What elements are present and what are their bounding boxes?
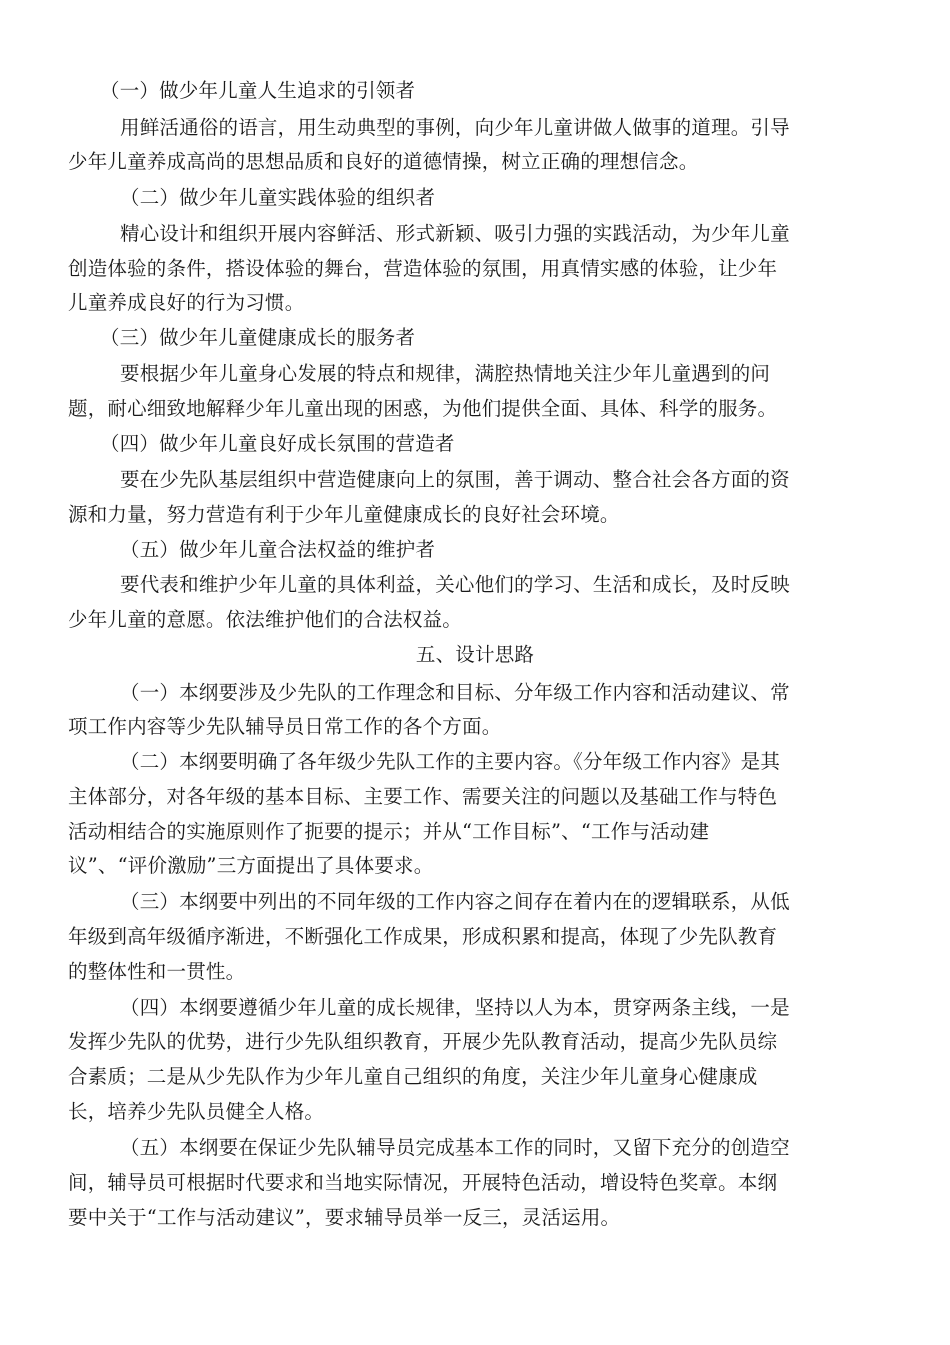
paragraph-line: 要代表和维护少年儿童的具体利益，关心他们的学习、生活和成长，及时反映 xyxy=(120,573,790,596)
paragraph-line: 少年儿童养成高尚的思想品质和良好的道德情操，树立正确的理想信念。 xyxy=(68,150,699,173)
heading-2: （二）做少年儿童实践体验的组织者 xyxy=(120,186,436,209)
paragraph-line: 合素质；二是从少先队作为少年儿童自己组织的角度，关注少年儿童身心健康成 xyxy=(68,1065,758,1088)
paragraph-line: 间，辅导员可根据时代要求和当地实际情况，开展特色活动，增设特色奖章。本纲 xyxy=(68,1171,778,1194)
paragraph-line: 用鲜活通俗的语言，用生动典型的事例，向少年儿童讲做人做事的道理。引导 xyxy=(120,116,790,139)
paragraph-line: 要中关于“工作与活动建议”，要求辅导员举一反三，灵活运用。 xyxy=(68,1206,621,1229)
paragraph-line: 长，培养少先队员健全人格。 xyxy=(68,1100,325,1123)
paragraph-line: （一）本纲要涉及少先队的工作理念和目标、分年级工作内容和活动建议、常 xyxy=(120,681,790,704)
paragraph-line: （二）本纲要明确了各年级少先队工作的主要内容。《分年级工作内容》是其 xyxy=(120,750,781,773)
paragraph-line: （四）本纲要遵循少年儿童的成长规律，坚持以人为本，贯穿两条主线，一是 xyxy=(120,996,790,1019)
paragraph-line: 发挥少先队的优势，进行少先队组织教育，开展少先队教育活动，提高少先队员综 xyxy=(68,1030,778,1053)
paragraph-line: 少年儿童的意愿。依法维护他们的合法权益。 xyxy=(68,608,463,631)
paragraph-line: 要在少先队基层组织中营造健康向上的氛围，善于调动、整合社会各方面的资 xyxy=(120,468,790,491)
heading-3: （三）做少年儿童健康成长的服务者 xyxy=(100,326,416,349)
heading-5: （五）做少年儿童合法权益的维护者 xyxy=(120,538,436,561)
paragraph-line: 题，耐心细致地解释少年儿童出现的困惑，为他们提供全面、具体、科学的服务。 xyxy=(68,397,778,420)
heading-1: （一）做少年儿童人生追求的引领者 xyxy=(100,79,416,102)
paragraph-line: （三）本纲要中列出的不同年级的工作内容之间存在着内在的逻辑联系，从低 xyxy=(120,890,790,913)
paragraph-line: 精心设计和组织开展内容鲜活、形式新颖、吸引力强的实践活动，为少年儿童 xyxy=(120,222,790,245)
section-title: 五、设计思路 xyxy=(415,643,535,666)
paragraph-line: 的整体性和一贯性。 xyxy=(68,960,246,983)
paragraph-line: 儿童养成良好的行为习惯。 xyxy=(68,291,305,314)
paragraph-line: 源和力量，努力营造有利于少年儿童健康成长的良好社会环境。 xyxy=(68,503,620,526)
paragraph-line: 议”、“评价激励”三方面提出了具体要求。 xyxy=(68,854,434,877)
paragraph-line: 项工作内容等少先队辅导员日常工作的各个方面。 xyxy=(68,715,502,738)
paragraph-line: 活动相结合的实施原则作了扼要的提示；并从“工作目标”、“工作与活动建 xyxy=(68,820,710,843)
paragraph-line: 主体部分，对各年级的基本目标、主要工作、需要关注的问题以及基础工作与特色 xyxy=(68,785,778,808)
heading-4: （四）做少年儿童良好成长氛围的营造者 xyxy=(100,432,455,455)
paragraph-line: 要根据少年儿童身心发展的特点和规律，满腔热情地关注少年儿童遇到的问 xyxy=(120,362,771,385)
paragraph-line: （五）本纲要在保证少先队辅导员完成基本工作的同时，又留下充分的创造空 xyxy=(120,1136,790,1159)
paragraph-line: 创造体验的条件，搭设体验的舞台，营造体验的氛围，用真情实感的体验，让少年 xyxy=(68,257,778,280)
paragraph-line: 年级到高年级循序渐进，不断强化工作成果，形成积累和提高，体现了少先队教育 xyxy=(68,925,778,948)
